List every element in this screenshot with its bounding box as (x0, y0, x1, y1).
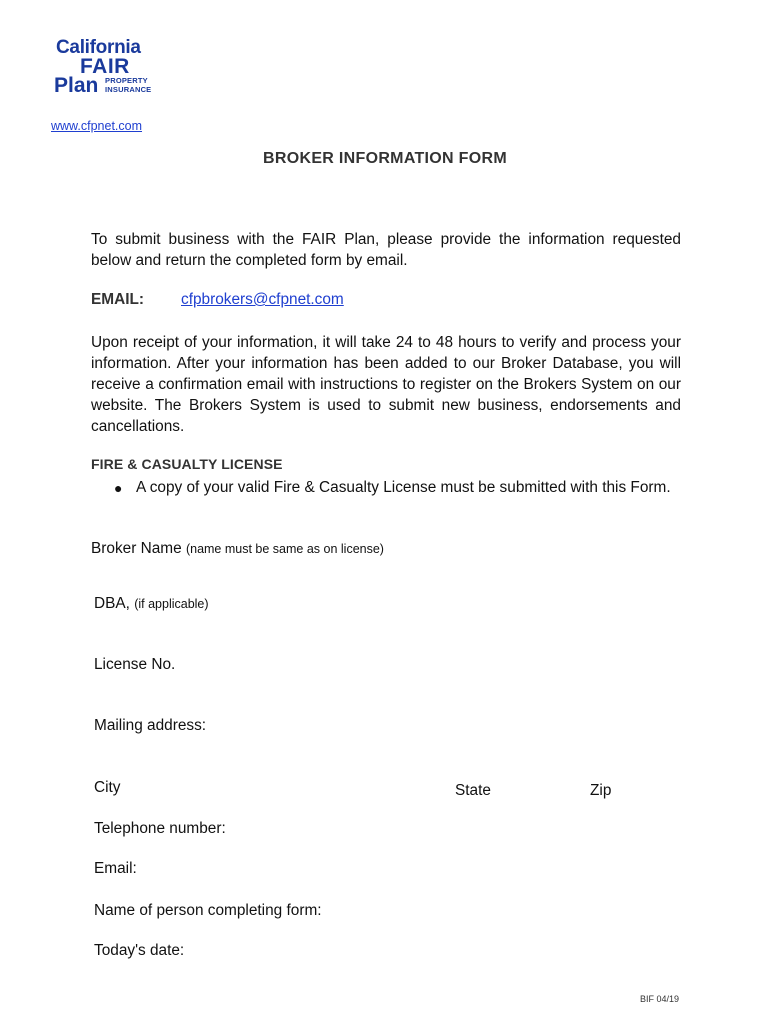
dba-label: DBA, (94, 595, 130, 612)
todays-date-label: Today's date: (94, 942, 185, 959)
state-field[interactable] (455, 782, 491, 800)
website-link[interactable]: www.cfpnet.com (51, 119, 143, 133)
logo-line-1: California (56, 37, 141, 58)
email-field[interactable] (94, 860, 137, 878)
logo-line-3: Plan (54, 74, 99, 97)
email-field-label: Email: (94, 860, 137, 877)
city-field[interactable] (94, 779, 121, 797)
form-title: BROKER INFORMATION FORM (263, 150, 507, 167)
license-no-label: License No. (94, 656, 176, 673)
broker-name-note: (name must be same as on license) (185, 542, 384, 556)
california-fair-plan-logo (54, 38, 164, 98)
telephone-field[interactable] (94, 820, 226, 838)
person-completing-field[interactable] (94, 902, 322, 920)
state-label: State (455, 782, 491, 799)
email-row (91, 291, 344, 309)
license-no-field[interactable] (94, 656, 175, 674)
license-bullet-text: A copy of your valid Fire & Casualty License must be submitted with this Form. (136, 479, 671, 496)
dba-field[interactable] (94, 595, 209, 613)
bullet-icon: ● (114, 480, 123, 496)
todays-date-field[interactable] (94, 942, 184, 960)
logo-line-2: FAIR (80, 55, 130, 78)
person-completing-label: Name of person completing form: (94, 902, 322, 919)
city-label: City (94, 779, 121, 796)
logo-sub-1: PROPERTY (105, 76, 148, 85)
zip-label: Zip (590, 782, 612, 799)
license-section-heading: FIRE & CASUALTY LICENSE (91, 456, 283, 472)
telephone-label: Telephone number: (94, 820, 226, 837)
form-code-footer: BIF 04/19 (640, 994, 680, 1004)
broker-name-label: Broker Name (91, 540, 182, 557)
mailing-address-label: Mailing address: (94, 717, 207, 734)
processing-paragraph: Upon receipt of your information, it will take 24 to 48 hours to verify and process your information. After your information has been added to our Broker Database, you will receive a confirmation email with instructions to register on the Brokers System on our website. The Brokers System is used to submit new business, endorsements and cancellations. (91, 334, 681, 435)
broker-name-field[interactable] (91, 540, 384, 558)
zip-field[interactable] (590, 782, 611, 800)
email-link[interactable]: cfpbrokers@cfpnet.com (181, 291, 344, 308)
email-label: EMAIL: (91, 291, 145, 308)
logo-subtitle (105, 77, 151, 94)
logo-sub-2: INSURANCE (105, 84, 152, 94)
intro-paragraph: To submit business with the FAIR Plan, please provide the information requested below and return the completed form by email. (91, 231, 681, 269)
mailing-address-field[interactable] (94, 717, 206, 735)
dba-note: (if applicable) (134, 597, 209, 611)
